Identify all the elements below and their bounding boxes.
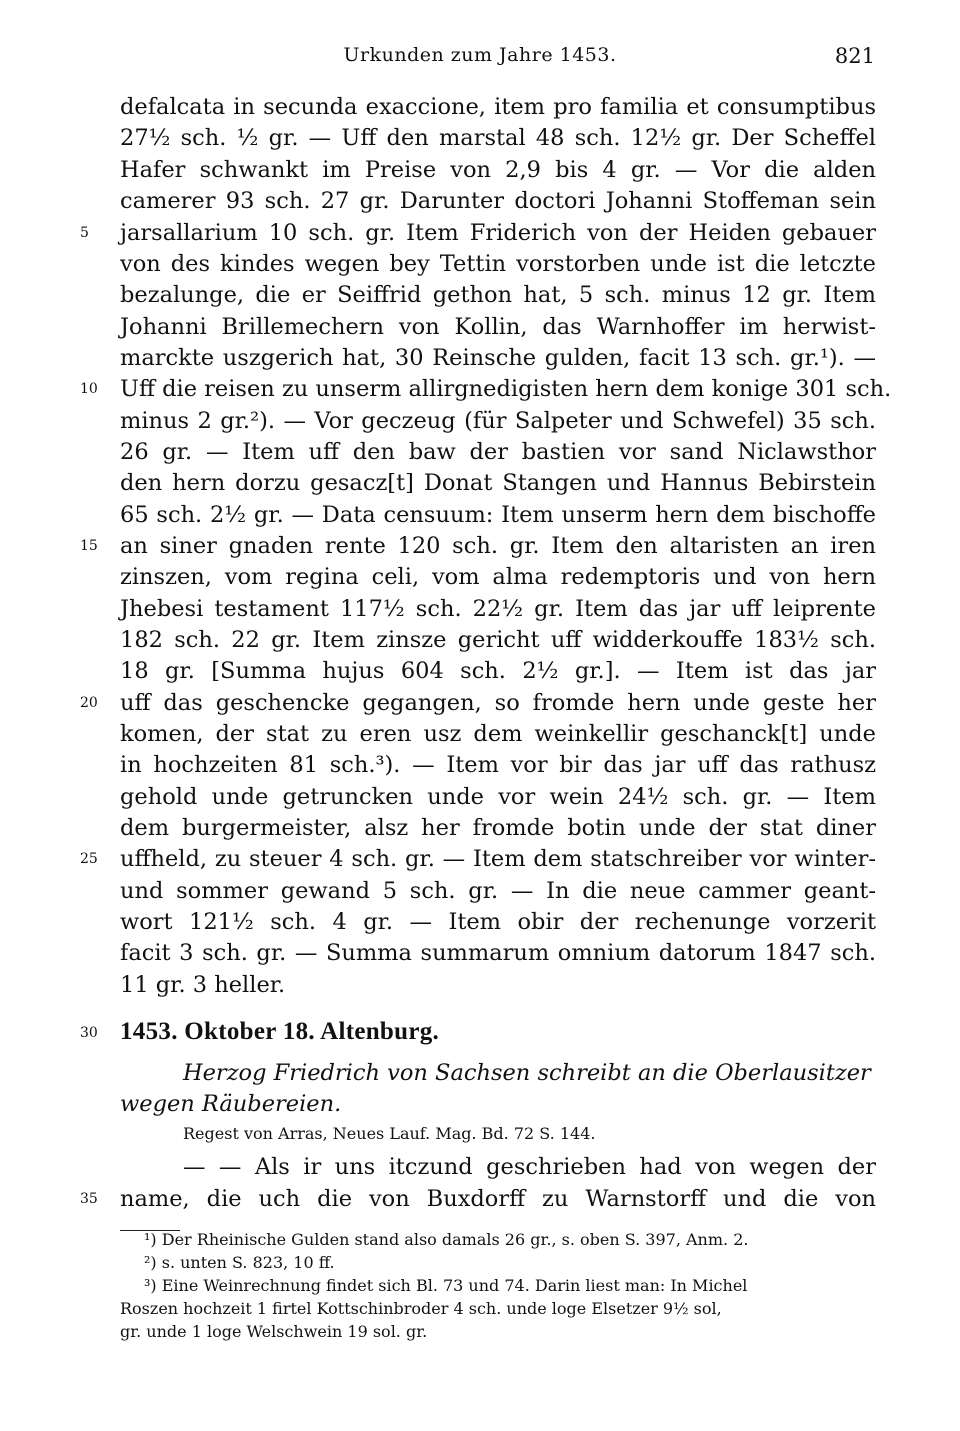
footnote: ¹) Der Rheinische Gulden stand also damals 26 gr., s. oben S. 397, Anm. 2. xyxy=(144,1230,749,1249)
body-line: komen, der stat zu eren usz dem weinkellir geschanck[t] unde xyxy=(120,721,876,747)
margin-line-number: 35 xyxy=(80,1191,98,1207)
body-line: 27½ sch. ½ gr. — Uff den marstal 48 sch. 12½ gr. Der Scheffel xyxy=(120,125,876,151)
body-line: uff das geschencke gegangen, so fromde hern unde geste her xyxy=(120,690,876,716)
body-line: minus 2 gr.²). — Vor geczeug (für Salpeter und Schwefel) 35 sch. xyxy=(120,408,876,434)
margin-line-number: 30 xyxy=(80,1025,98,1041)
entry-summary: Herzog Friedrich von Sachsen schreibt an die Oberlausitzer xyxy=(183,1060,871,1086)
body-line: in hochzeiten 81 sch.³). — Item vor bir das jar uff das rathusz xyxy=(120,752,876,778)
body-line: wort 121½ sch. 4 gr. — Item obir der rechenunge vorzerit xyxy=(120,909,876,935)
body-line: gehold unde getruncken unde vor wein 24½ sch. gr. — Item xyxy=(120,784,876,810)
body-line: an siner gnaden rente 120 sch. gr. Item den altaristen an iren xyxy=(120,533,876,559)
body-line: camerer 93 sch. 27 gr. Darunter doctori Johanni Stoffeman sein xyxy=(120,188,876,214)
body-line: Uff die reisen zu unserm allirgnedigisten hern dem konige 301 sch. xyxy=(120,376,892,402)
page-number: 821 xyxy=(834,44,875,68)
entry-text-line: — — Als ir uns itczund geschrieben had von wegen der xyxy=(183,1154,876,1180)
footnote: ³) Eine Weinrechnung findet sich Bl. 73 und 74. Darin liest man: In Michel xyxy=(144,1276,748,1295)
regest-reference: Regest von Arras, Neues Lauf. Mag. Bd. 72 S. 144. xyxy=(183,1124,596,1143)
margin-line-number: 5 xyxy=(80,225,89,241)
body-line: den hern dorzu gesacz[t] Donat Stangen und Hannus Bebirstein xyxy=(120,470,876,496)
footnote: gr. unde 1 loge Welschwein 19 sol. gr. xyxy=(120,1322,428,1341)
body-line: 65 sch. 2½ gr. — Data censuum: Item unserm hern dem bischoffe xyxy=(120,502,876,528)
body-line: bezalunge, die er Seiffrid gethon hat, 5 sch. minus 12 gr. Item xyxy=(120,282,876,308)
body-line: uffheld, zu steuer 4 sch. gr. — Item dem statschreiber vor winter- xyxy=(120,846,876,872)
body-line: facit 3 sch. gr. — Summa summarum omnium datorum 1847 sch. xyxy=(120,940,876,966)
margin-line-number: 20 xyxy=(80,695,98,711)
body-line: von des kindes wegen bey Tettin vorstorben unde ist die letczte xyxy=(120,251,876,277)
margin-line-number: 10 xyxy=(80,381,98,397)
margin-line-number: 15 xyxy=(80,538,98,554)
entry-heading: 1453. Oktober 18. Altenburg. xyxy=(120,1018,440,1045)
footnote: ²) s. unten S. 823, 10 ff. xyxy=(144,1253,335,1272)
body-line: 18 gr. [Summa hujus 604 sch. 2½ gr.]. — Item ist das jar xyxy=(120,658,876,684)
body-line: 26 gr. — Item uff den baw der bastien vor sand Niclawsthor xyxy=(120,439,876,465)
entry-summary: wegen Räubereien. xyxy=(120,1091,342,1117)
entry-text-line: name, die uch die von Buxdorff zu Warnstorff und die von xyxy=(120,1186,876,1212)
body-line: Hafer schwankt im Preise von 2,9 bis 4 gr. — Vor die alden xyxy=(120,157,876,183)
body-line: zinszen, vom regina celi, vom alma redemptoris und von hern xyxy=(120,564,876,590)
footnote: Roszen hochzeit 1 firtel Kottschinbroder 4 sch. unde loge Elsetzer 9½ sol, xyxy=(120,1299,722,1318)
body-line: 182 sch. 22 gr. Item zinsze gericht uff widderkouffe 183½ sch. xyxy=(120,627,876,653)
body-line: dem burgermeister, alsz her fromde botin unde der stat diner xyxy=(120,815,876,841)
body-line: marckte uszgerich hat, 30 Reinsche gulden, facit 13 sch. gr.¹). — xyxy=(120,345,876,371)
body-line: Johanni Brillemechern von Kollin, das Warnhoffer im herwist- xyxy=(120,314,876,340)
body-line: jarsallarium 10 sch. gr. Item Friderich von der Heiden gebauer xyxy=(120,220,876,246)
body-line: 11 gr. 3 heller. xyxy=(120,972,286,998)
body-line: Jhebesi testament 117½ sch. 22½ gr. Item das jar uff leiprente xyxy=(120,596,876,622)
running-header: Urkunden zum Jahre 1453. xyxy=(343,44,617,66)
body-line: und sommer gewand 5 sch. gr. — In die neue cammer geant- xyxy=(120,878,876,904)
body-line: defalcata in secunda exaccione, item pro familia et consumptibus xyxy=(120,94,876,120)
margin-line-number: 25 xyxy=(80,851,98,867)
